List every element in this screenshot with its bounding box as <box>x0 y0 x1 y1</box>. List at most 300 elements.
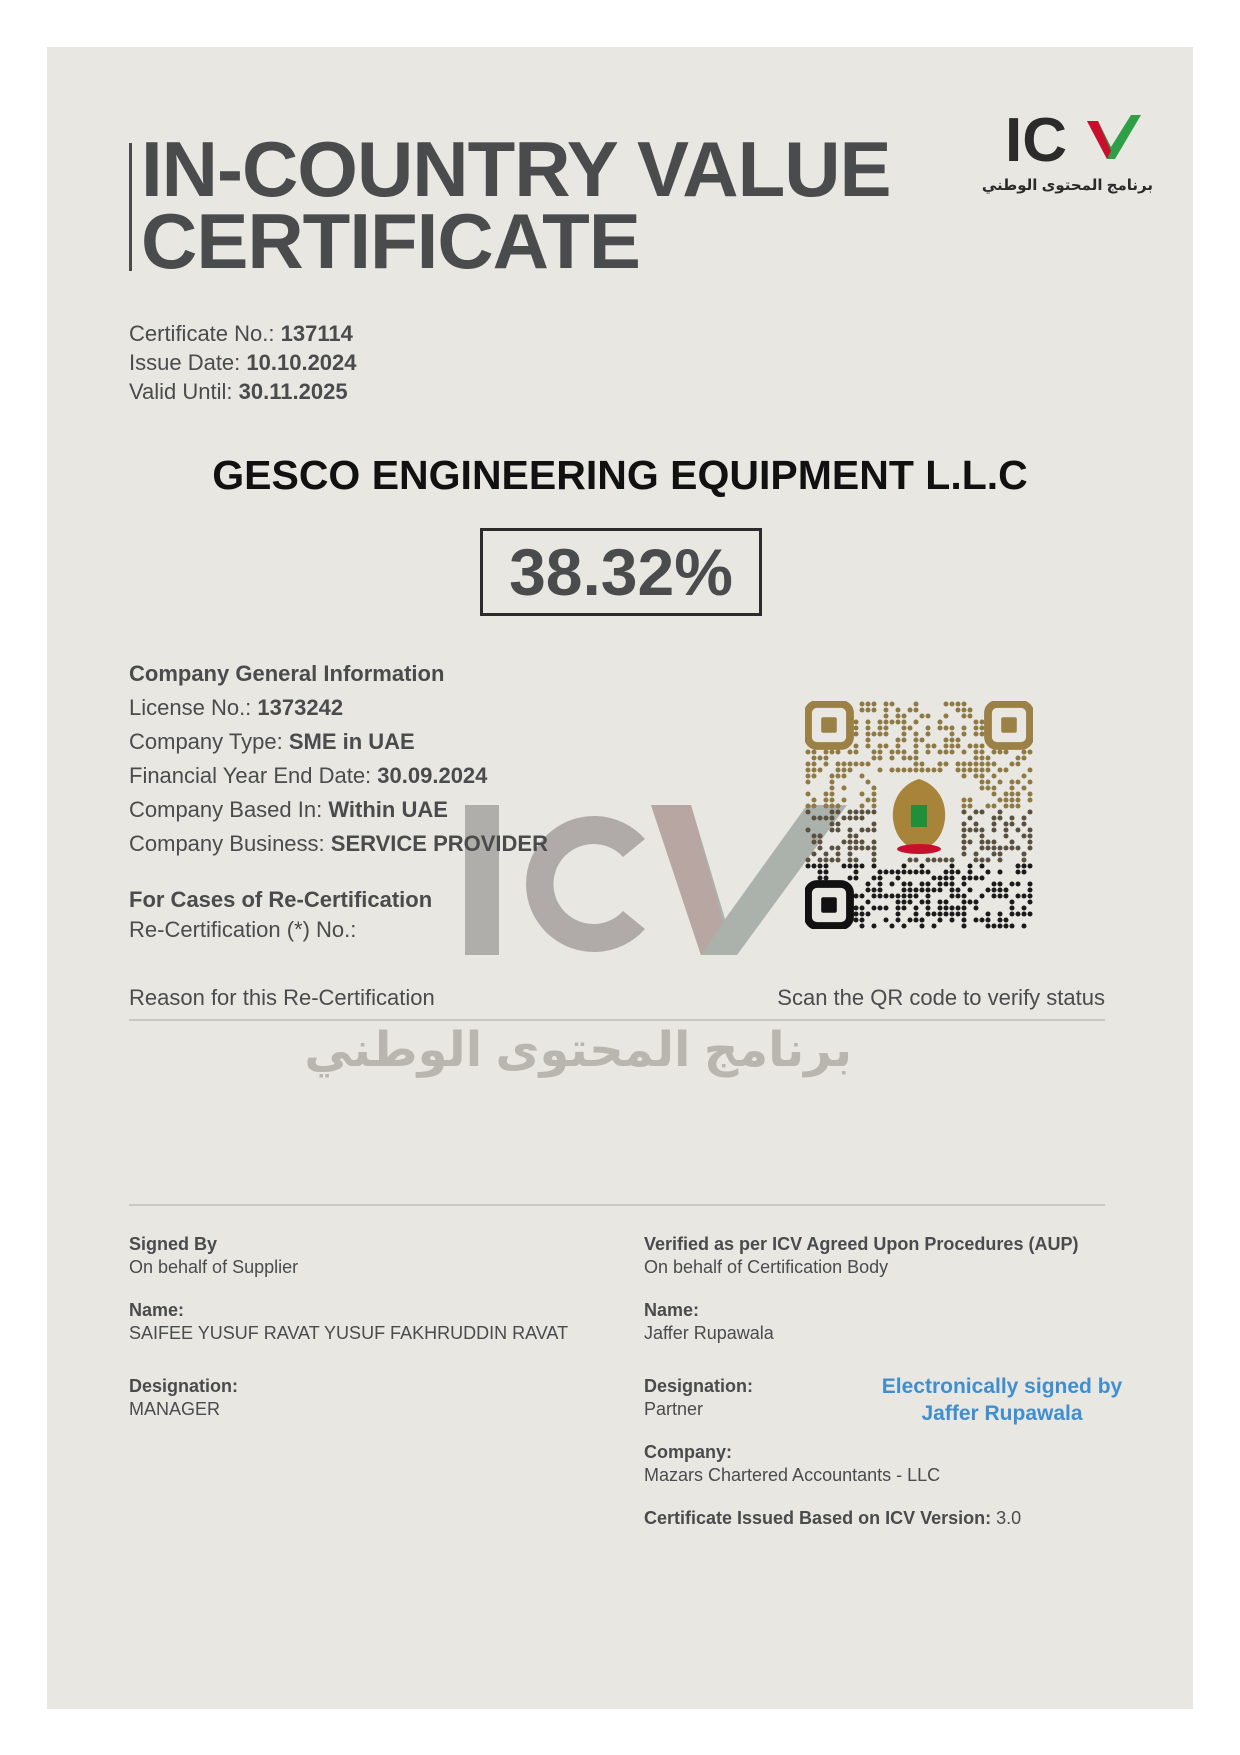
qr-module <box>937 767 942 772</box>
qr-module <box>979 731 984 736</box>
signer-designation-label: Designation: <box>129 1376 239 1396</box>
qr-module <box>901 731 906 736</box>
qr-module <box>991 821 996 826</box>
qr-module <box>979 857 984 862</box>
qr-module <box>913 737 918 742</box>
qr-module <box>985 911 990 916</box>
qr-module <box>877 731 882 736</box>
qr-module <box>955 761 960 766</box>
qr-module <box>829 803 834 808</box>
qr-module <box>925 713 930 718</box>
qr-module <box>961 773 966 778</box>
qr-module <box>919 887 924 892</box>
qr-module <box>1027 845 1032 850</box>
qr-module <box>925 905 930 910</box>
qr-module <box>961 797 966 802</box>
qr-module <box>817 833 822 838</box>
qr-module <box>1003 923 1008 928</box>
qr-module <box>955 707 960 712</box>
qr-module <box>949 917 954 922</box>
certificate-sheet <box>47 47 1193 1709</box>
qr-module <box>823 863 828 868</box>
qr-module <box>901 905 906 910</box>
qr-module <box>1009 911 1014 916</box>
qr-module <box>865 743 870 748</box>
qr-module <box>973 905 978 910</box>
qr-module <box>949 725 954 730</box>
qr-module <box>871 707 876 712</box>
license-number: 1373242 <box>257 695 344 720</box>
qr-module <box>1027 791 1032 796</box>
qr-module <box>1009 845 1014 850</box>
qr-module <box>973 755 978 760</box>
qr-module <box>991 851 996 856</box>
qr-module <box>949 911 954 916</box>
qr-module <box>895 869 900 874</box>
qr-module <box>949 749 954 754</box>
issue-date-label: Issue Date: <box>129 350 241 375</box>
qr-module <box>817 863 822 868</box>
qr-module <box>889 701 894 706</box>
qr-module <box>823 755 828 760</box>
qr-module <box>805 863 810 868</box>
qr-module <box>865 899 870 904</box>
issue-date-row <box>129 348 357 377</box>
qr-module <box>877 881 882 886</box>
qr-module <box>973 767 978 772</box>
qr-module <box>1003 827 1008 832</box>
qr-module <box>847 827 852 832</box>
qr-module <box>871 923 876 928</box>
e-signature-line-1: Electronically signed by <box>881 1375 1123 1398</box>
qr-module <box>1009 881 1014 886</box>
qr-module <box>865 881 870 886</box>
qr-module <box>949 857 954 862</box>
qr-module <box>811 761 816 766</box>
qr-module <box>907 917 912 922</box>
qr-module <box>1003 893 1008 898</box>
signed-by-block <box>129 1233 609 1421</box>
qr-module <box>955 737 960 742</box>
qr-module <box>901 923 906 928</box>
qr-module <box>949 701 954 706</box>
qr-module <box>1021 911 1026 916</box>
qr-module <box>997 767 1002 772</box>
qr-module <box>1027 749 1032 754</box>
qr-module <box>997 809 1002 814</box>
qr-module <box>985 917 990 922</box>
qr-module <box>961 749 966 754</box>
qr-module <box>967 827 972 832</box>
qr-module <box>961 851 966 856</box>
qr-module <box>895 737 900 742</box>
qr-module <box>1003 803 1008 808</box>
recertification-heading: For Cases of Re-Certification <box>129 887 433 912</box>
valid-until-label: Valid Until: <box>129 379 233 404</box>
qr-module <box>985 761 990 766</box>
qr-module <box>943 899 948 904</box>
qr-module <box>1021 773 1026 778</box>
qr-module <box>907 707 912 712</box>
qr-module <box>901 737 906 742</box>
qr-module <box>871 827 876 832</box>
qr-module <box>1027 779 1032 784</box>
qr-module <box>991 887 996 892</box>
qr-module <box>883 743 888 748</box>
qr-module <box>943 875 948 880</box>
qr-module <box>805 803 810 808</box>
qr-module <box>871 905 876 910</box>
qr-module <box>967 899 972 904</box>
qr-module <box>853 833 858 838</box>
qr-module <box>1021 923 1026 928</box>
qr-module <box>907 899 912 904</box>
qr-module <box>997 893 1002 898</box>
qr-module <box>847 845 852 850</box>
qr-module <box>835 821 840 826</box>
qr-module <box>877 869 882 874</box>
title-line-2: CERTIFICATE <box>141 197 640 285</box>
qr-module <box>883 905 888 910</box>
qr-module <box>955 767 960 772</box>
qr-module <box>973 809 978 814</box>
qr-module <box>901 749 906 754</box>
qr-module <box>859 803 864 808</box>
qr-module <box>883 719 888 724</box>
qr-module <box>835 827 840 832</box>
qr-module <box>853 761 858 766</box>
qr-module <box>961 845 966 850</box>
qr-module <box>847 851 852 856</box>
qr-module <box>877 719 882 724</box>
qr-module <box>967 797 972 802</box>
qr-module <box>985 767 990 772</box>
svg-text:IC: IC <box>1005 107 1067 169</box>
qr-module <box>853 911 858 916</box>
verified-heading: Verified as per ICV Agreed Upon Procedures (AUP) <box>644 1234 1079 1254</box>
qr-module <box>949 905 954 910</box>
qr-module <box>913 743 918 748</box>
qr-module <box>829 821 834 826</box>
qr-module <box>871 785 876 790</box>
qr-module <box>979 875 984 880</box>
qr-module <box>937 725 942 730</box>
qr-module <box>859 905 864 910</box>
qr-module <box>1003 887 1008 892</box>
qr-module <box>853 917 858 922</box>
qr-module <box>1009 815 1014 820</box>
qr-module <box>1021 893 1026 898</box>
qr-module <box>865 701 870 706</box>
qr-module <box>925 749 930 754</box>
qr-module <box>913 749 918 754</box>
qr-module <box>979 743 984 748</box>
qr-module <box>859 863 864 868</box>
company-general-info <box>129 657 548 861</box>
qr-module <box>1009 779 1014 784</box>
qr-module <box>907 881 912 886</box>
company-type-row <box>129 725 548 759</box>
qr-module <box>979 755 984 760</box>
qr-module <box>937 917 942 922</box>
qr-module <box>943 869 948 874</box>
verifier-designation-label: Designation: <box>644 1376 754 1396</box>
qr-module <box>1009 803 1014 808</box>
verifier-company: Mazars Chartered Accountants - LLC <box>644 1465 941 1485</box>
qr-module <box>1027 887 1032 892</box>
qr-module <box>871 857 876 862</box>
qr-module <box>1009 821 1014 826</box>
qr-module <box>853 869 858 874</box>
divider-bottom <box>129 1204 1105 1206</box>
qr-module <box>955 905 960 910</box>
qr-module <box>871 875 876 880</box>
qr-module <box>913 917 918 922</box>
qr-module <box>883 731 888 736</box>
qr-finder-bottom-left-inner <box>821 897 837 913</box>
qr-module <box>805 827 810 832</box>
qr-module <box>1021 755 1026 760</box>
qr-module <box>937 899 942 904</box>
qr-module <box>967 707 972 712</box>
qr-module <box>889 893 894 898</box>
qr-module <box>1027 797 1032 802</box>
qr-code[interactable] <box>805 701 1033 929</box>
qr-module <box>895 743 900 748</box>
qr-module <box>847 815 852 820</box>
fy-end-label: Financial Year End Date: <box>129 763 372 788</box>
qr-module <box>859 707 864 712</box>
qr-module <box>937 761 942 766</box>
qr-module <box>805 857 810 862</box>
qr-module <box>961 707 966 712</box>
qr-module <box>913 857 918 862</box>
qr-module <box>949 875 954 880</box>
qr-module <box>1003 917 1008 922</box>
qr-module <box>919 923 924 928</box>
qr-module <box>859 761 864 766</box>
qr-module <box>961 821 966 826</box>
qr-module <box>973 725 978 730</box>
qr-module <box>949 869 954 874</box>
title-line-1: IN-COUNTRY VALUE <box>141 125 891 213</box>
qr-module <box>1003 767 1008 772</box>
qr-module <box>943 749 948 754</box>
qr-module <box>1021 749 1026 754</box>
qr-module <box>829 797 834 802</box>
qr-module <box>853 845 858 850</box>
qr-module <box>955 701 960 706</box>
qr-module <box>805 773 810 778</box>
business-row <box>129 827 548 861</box>
qr-module <box>817 815 822 820</box>
qr-module <box>973 749 978 754</box>
verifier-designation: Partner <box>644 1399 704 1419</box>
qr-module <box>871 863 876 868</box>
qr-module <box>1015 761 1020 766</box>
qr-module <box>829 815 834 820</box>
qr-module <box>919 917 924 922</box>
qr-module <box>1015 893 1020 898</box>
qr-module <box>829 791 834 796</box>
qr-module <box>961 827 966 832</box>
qr-module <box>853 743 858 748</box>
qr-module <box>955 887 960 892</box>
qr-module <box>919 737 924 742</box>
qr-module <box>979 719 984 724</box>
qr-module <box>871 887 876 892</box>
qr-module <box>859 917 864 922</box>
qr-module <box>811 767 816 772</box>
qr-module <box>871 803 876 808</box>
license-label: License No.: <box>129 695 252 720</box>
qr-module <box>985 803 990 808</box>
qr-module <box>889 719 894 724</box>
qr-module <box>967 863 972 868</box>
qr-module <box>847 749 852 754</box>
qr-module <box>931 911 936 916</box>
qr-module <box>1015 755 1020 760</box>
qr-module <box>913 701 918 706</box>
qr-module <box>835 809 840 814</box>
qr-module <box>829 749 834 754</box>
qr-module <box>835 767 840 772</box>
qr-module <box>1009 923 1014 928</box>
icv-logo-arabic: برنامج المحتوى الوطني <box>981 177 1153 194</box>
company-name: GESCO ENGINEERING EQUIPMENT L.L.C <box>212 452 1028 498</box>
qr-module <box>925 893 930 898</box>
based-in-label: Company Based In: <box>129 797 323 822</box>
qr-module <box>991 815 996 820</box>
qr-module <box>823 749 828 754</box>
qr-module <box>1009 797 1014 802</box>
qr-module <box>991 881 996 886</box>
qr-module <box>1027 809 1032 814</box>
qr-module <box>925 743 930 748</box>
qr-module <box>913 767 918 772</box>
qr-module <box>991 749 996 754</box>
qr-module <box>1027 833 1032 838</box>
qr-module <box>907 725 912 730</box>
qr-module <box>847 875 852 880</box>
qr-module <box>997 887 1002 892</box>
qr-module <box>871 701 876 706</box>
qr-module <box>871 845 876 850</box>
qr-module <box>817 767 822 772</box>
qr-module <box>907 857 912 862</box>
qr-module <box>907 755 912 760</box>
qr-module <box>805 791 810 796</box>
qr-module <box>895 911 900 916</box>
qr-finder-top-left-inner <box>821 717 837 733</box>
qr-module <box>853 749 858 754</box>
qr-module <box>961 731 966 736</box>
qr-module <box>931 887 936 892</box>
qr-module <box>817 755 822 760</box>
qr-module <box>979 893 984 898</box>
icv-logo-mark <box>1003 107 1153 169</box>
qr-module <box>943 725 948 730</box>
qr-module <box>823 857 828 862</box>
qr-module <box>961 881 966 886</box>
qr-module <box>871 791 876 796</box>
qr-module <box>901 713 906 718</box>
qr-module <box>961 767 966 772</box>
qr-module <box>871 755 876 760</box>
qr-module <box>937 857 942 862</box>
qr-module <box>859 839 864 844</box>
icv-score: 38.32% <box>480 528 762 616</box>
qr-finder-top-right-inner <box>1001 717 1017 733</box>
qr-module <box>1021 869 1026 874</box>
qr-module <box>853 893 858 898</box>
qr-module <box>997 869 1002 874</box>
qr-module <box>853 719 858 724</box>
qr-module <box>895 893 900 898</box>
qr-module <box>907 887 912 892</box>
qr-module <box>907 893 912 898</box>
qr-module <box>841 773 846 778</box>
qr-module <box>985 869 990 874</box>
qr-module <box>1009 899 1014 904</box>
qr-module <box>937 905 942 910</box>
qr-module <box>1027 893 1032 898</box>
qr-module <box>979 779 984 784</box>
qr-module <box>937 749 942 754</box>
qr-module <box>961 713 966 718</box>
qr-module <box>835 803 840 808</box>
verifier-name-label: Name: <box>644 1300 700 1320</box>
company-type-label: Company Type: <box>129 729 283 754</box>
qr-module <box>997 797 1002 802</box>
qr-module <box>805 761 810 766</box>
recertification-number-label: Re-Certification (*) No.: <box>129 917 357 942</box>
qr-module <box>823 851 828 856</box>
qr-module <box>937 719 942 724</box>
qr-module <box>979 845 984 850</box>
qr-module <box>835 761 840 766</box>
qr-module <box>973 899 978 904</box>
icv-version: 3.0 <box>996 1508 1022 1528</box>
qr-module <box>943 857 948 862</box>
qr-module <box>805 767 810 772</box>
qr-module <box>847 767 852 772</box>
qr-module <box>883 707 888 712</box>
qr-module <box>979 839 984 844</box>
divider-top <box>129 1019 1105 1021</box>
qr-module <box>919 767 924 772</box>
electronic-signature <box>877 1373 1127 1427</box>
qr-module <box>1015 863 1020 868</box>
qr-module <box>1021 785 1026 790</box>
qr-module <box>859 815 864 820</box>
qr-module <box>973 761 978 766</box>
qr-module <box>931 743 936 748</box>
qr-module <box>877 893 882 898</box>
qr-module <box>865 809 870 814</box>
qr-module <box>913 719 918 724</box>
qr-module <box>847 833 852 838</box>
qr-module <box>823 815 828 820</box>
qr-module <box>907 767 912 772</box>
qr-module <box>889 755 894 760</box>
qr-module <box>931 923 936 928</box>
qr-module <box>943 911 948 916</box>
qr-module <box>865 761 870 766</box>
qr-module <box>1003 749 1008 754</box>
qr-module <box>991 923 996 928</box>
verifier-company-label: Company: <box>644 1442 733 1462</box>
